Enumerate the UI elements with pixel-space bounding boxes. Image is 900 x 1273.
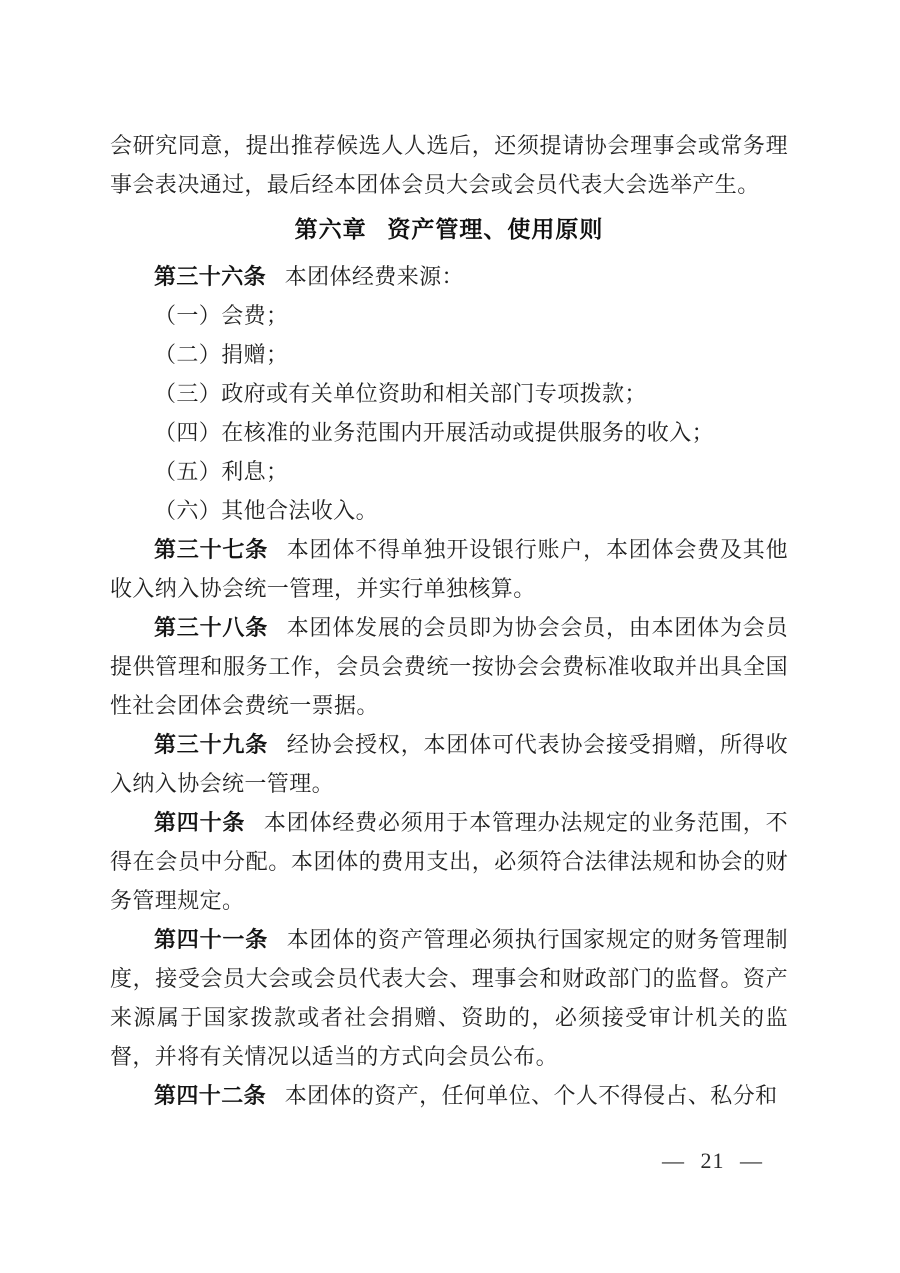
chapter-number: 第六章 [294,217,367,243]
article-paragraph [110,725,788,803]
chapter-title: 资产管理、使用原则 [387,217,604,243]
article-number: 第三十九条 [154,732,269,757]
article-number: 第四十二条 [154,1083,267,1108]
clause-item: （三）政府或有关单位资助和相关部门专项拨款； [154,381,647,406]
article-text: 本团体不得单独开设银行账户，本团体会费及其他收入纳入协会统一管理，并实行单独核算。 [110,537,788,601]
article-text: 本团体经费必须用于本管理办法规定的业务范围，不得在会员中分配。本团体的费用支出，必须符合法律法规和协会的财务管理规定。 [110,810,788,913]
clause-item: （四）在核准的业务范围内开展活动或提供服务的收入； [154,420,715,445]
article-paragraph [110,1076,788,1115]
article-paragraph [110,920,788,1076]
article-paragraph [110,608,788,725]
clause-item: （一）会费； [154,303,289,328]
article-number: 第三十六条 [154,264,267,289]
article-paragraph [110,257,788,296]
article-number: 第三十七条 [154,537,269,562]
clause-item: （二）捐赠； [154,342,289,367]
article-number: 第三十八条 [154,615,269,640]
article-paragraph [110,803,788,920]
article-text: 本团体的资产，任何单位、个人不得侵占、私分和 [284,1083,778,1108]
clause-item: （五）利息； [154,459,289,484]
page-number: — 21 — [662,1148,763,1173]
article-number: 第四十条 [154,810,246,835]
document-content [110,126,788,1115]
article-text: 本团体的资产管理必须执行国家规定的财务管理制度，接受会员大会或会员代表大会、理事会和财政部门的监督。资产来源属于国家拨款或者社会捐赠、资助的，必须接受审计机关的监督，并将有关情况以适当的方式向会员公布。 [110,927,788,1069]
article-text: 本团体发展的会员即为协会会员，由本团体为会员提供管理和服务工作，会员会费统一按协会会费标准收取并出具全国性社会团体会费统一票据。 [110,615,788,718]
clause-item: （六）其他合法收入。 [154,498,379,523]
chapter-heading [110,211,788,250]
continuation-paragraph: 会研究同意，提出推荐候选人人选后，还须提请协会理事会或常务理事会表决通过，最后经本团体会员大会或会员代表大会选举产生。 [110,133,788,197]
article-text: 经协会授权，本团体可代表协会接受捐赠，所得收入纳入协会统一管理。 [110,732,788,796]
article-text: 本团体经费来源： [284,264,464,289]
article-number: 第四十一条 [154,927,269,952]
article-paragraph [110,530,788,608]
